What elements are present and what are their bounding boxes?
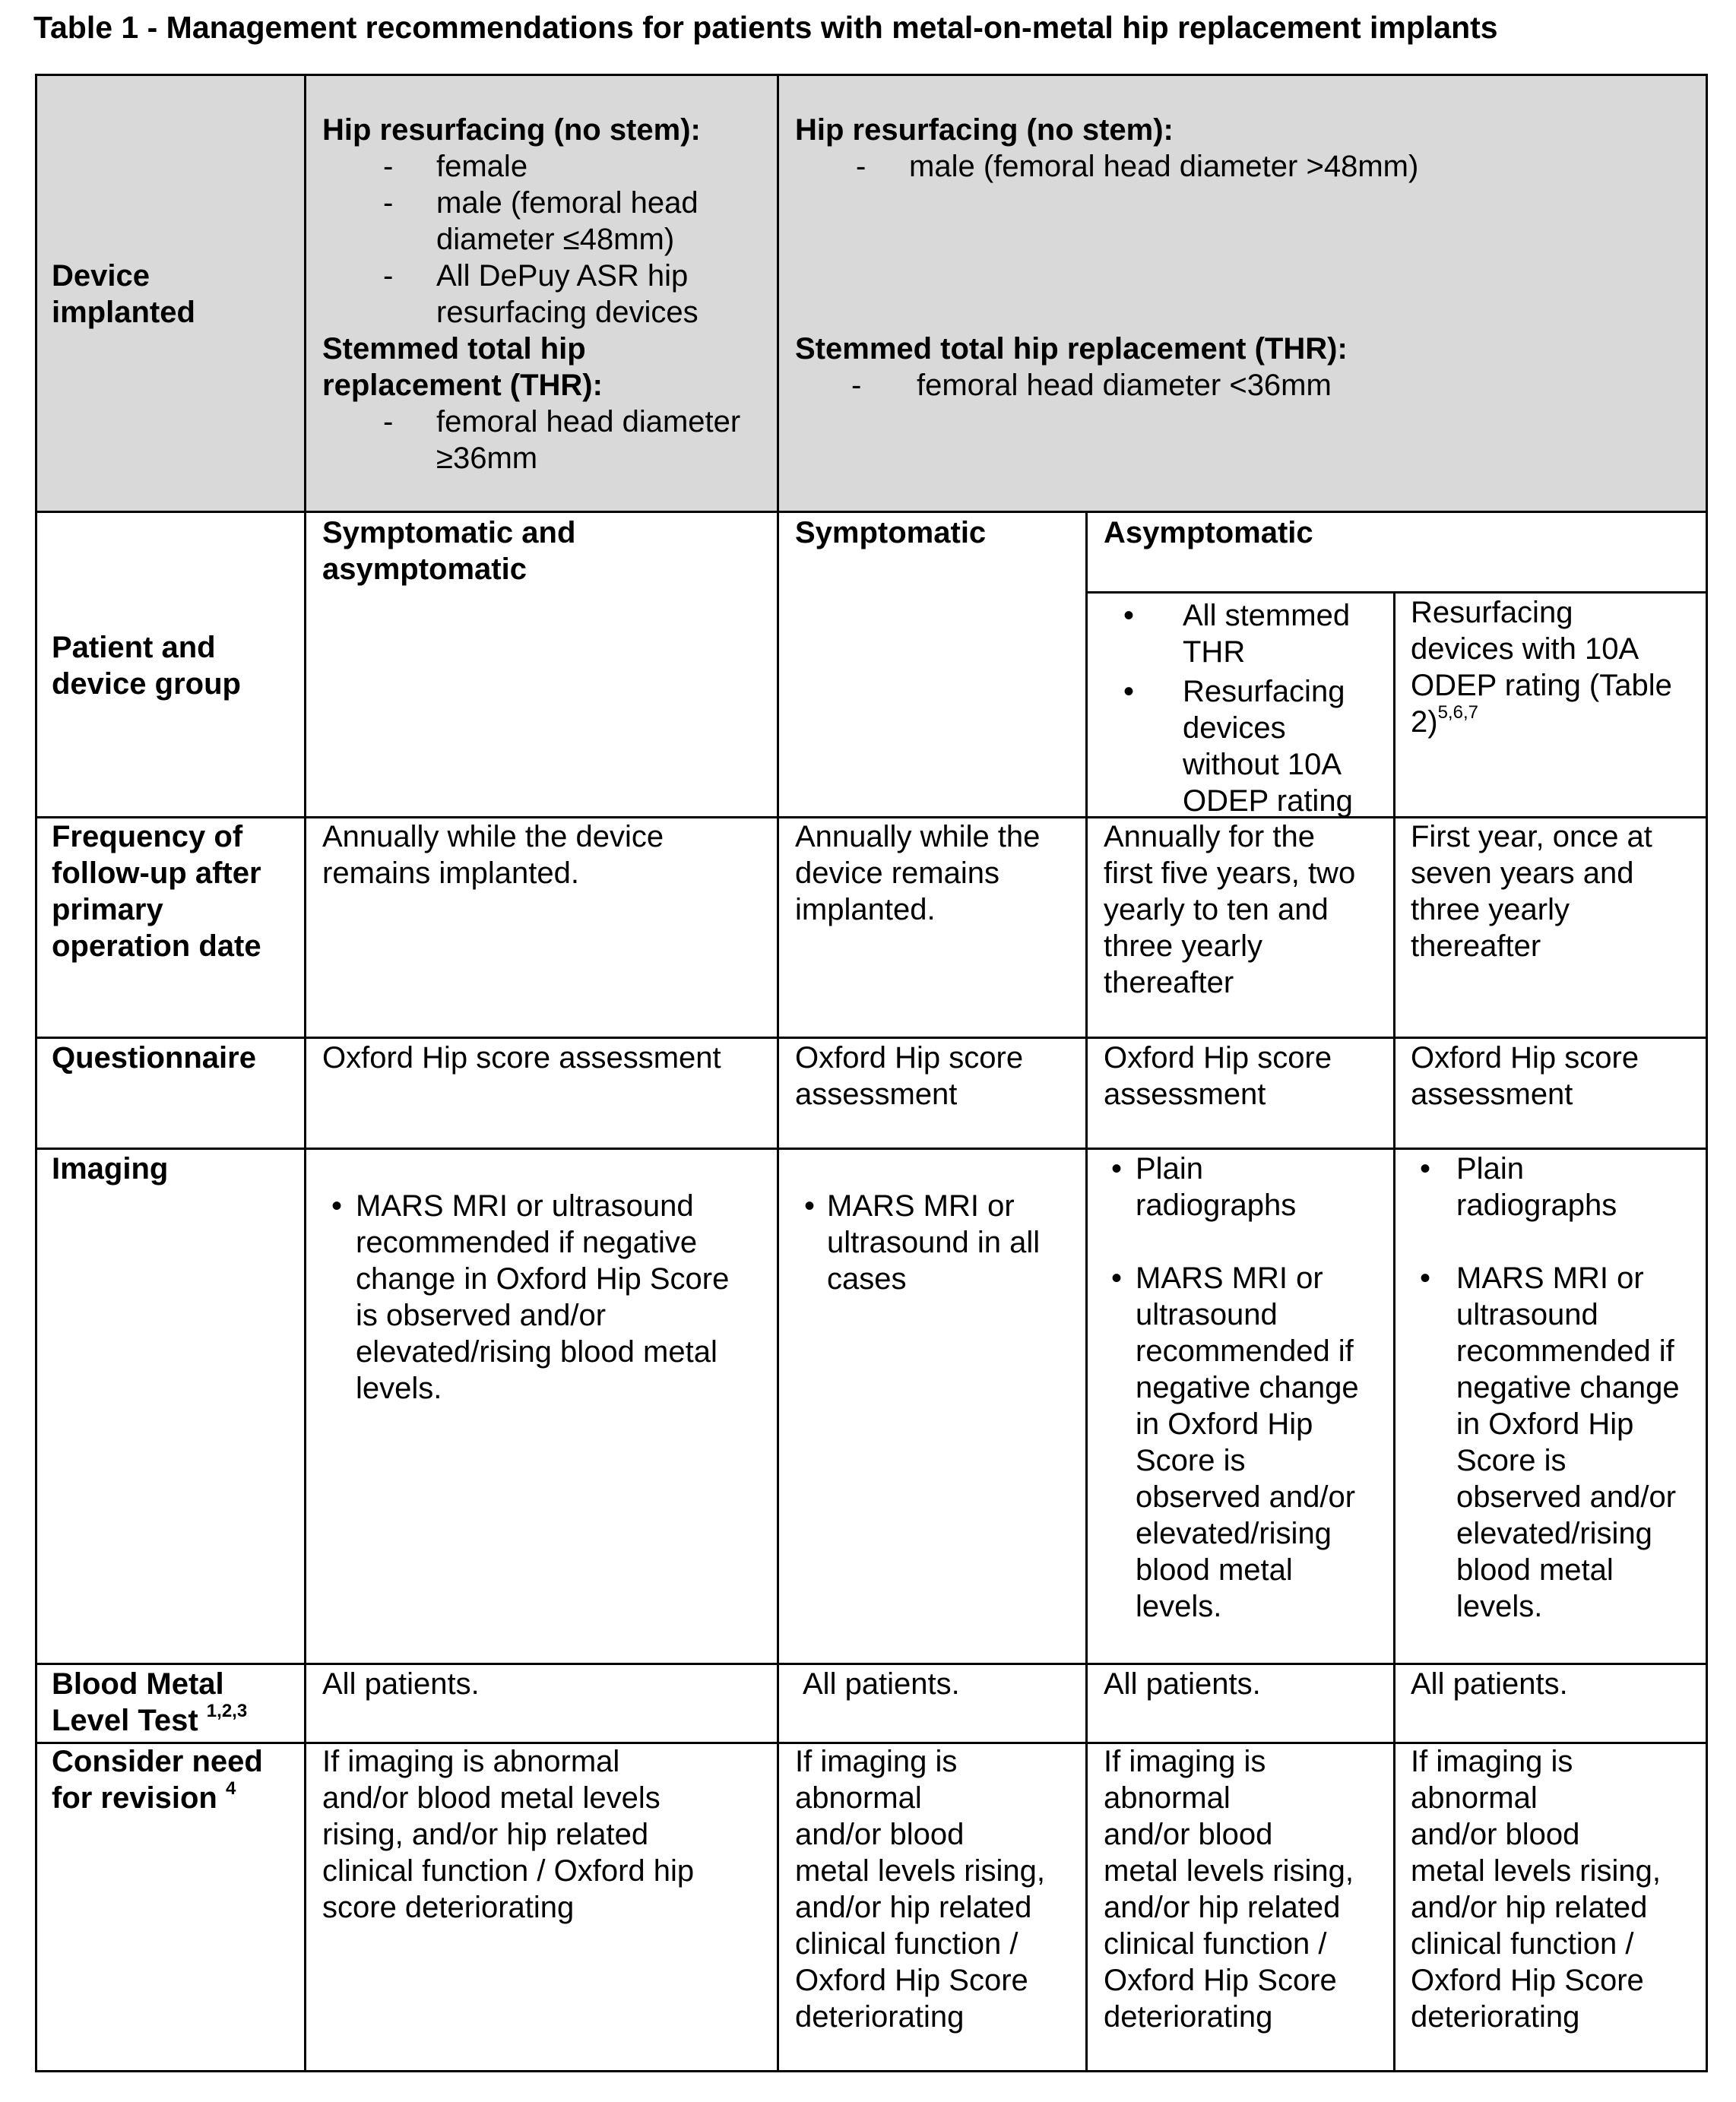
group-asymptomatic-resurfacing-10a: Resurfacing devices with 10A ODEP rating (Table 2)$^{5,6,7}$ (1411, 596, 1672, 739)
device-implanted-label: Device implanted (52, 259, 195, 329)
questionnaire-col3: Oxford Hip score assessment (1104, 1041, 1332, 1111)
blood-test-col2: All patients. (803, 1667, 960, 1701)
imaging-col1: • MARS MRI or ultrasound recommended if negative change in Oxford Hip Score is observed and/or elevated/rising blood metal levels. (331, 1189, 730, 1405)
blood-test-col1: All patients. (322, 1667, 480, 1701)
imaging-label: Imaging (52, 1152, 169, 1186)
frequency-col2: Annually while the device remains implanted. (795, 820, 1041, 926)
frequency-label: Frequency of follow-up after primary operation date (52, 820, 261, 963)
frequency-col3: Annually for the first five years, two yearly to ten and three yearly thereafter (1104, 820, 1356, 999)
revision-col2: If imaging is abnormal and/or blood metal levels rising, and/or hip related clinical function / Oxford Hip Score deteriorating (795, 1745, 1046, 2034)
revision-col4: If imaging is abnormal and/or blood metal levels rising, and/or hip related clinical function / Oxford Hip Score deteriorating (1411, 1745, 1662, 2034)
group-asymptomatic: Asymptomatic (1104, 516, 1313, 549)
questionnaire-col2: Oxford Hip score assessment (795, 1041, 1024, 1111)
questionnaire-col1: Oxford Hip score assessment (322, 1041, 721, 1075)
frequency-col4: First year, once at seven years and three yearly thereafter (1411, 820, 1652, 963)
device-col2-stemmed: Stemmed total hip replacement (THR): - femoral head diameter <36mm (795, 332, 1348, 402)
group-symptomatic: Symptomatic (795, 516, 987, 549)
frequency-col1: Annually while the device remains implanted. (322, 820, 664, 890)
revision-col1: If imaging is abnormal and/or blood metal levels rising, and/or hip related clinical function / Oxford hip score deteriorating (322, 1745, 695, 1924)
patient-group-label: Patient and device group (52, 631, 241, 701)
imaging-col3: • Plain radiographs • MARS MRI or ultrasound recommended if negative change in Oxford Hip Score is observed and/or elevated/rising blood metal levels. (1111, 1152, 1359, 1623)
blood-test-col4: All patients. (1411, 1667, 1568, 1701)
questionnaire-col4: Oxford Hip score assessment (1411, 1041, 1639, 1111)
blood-test-label: Blood Metal Level Test $^{1,2,3}$ (52, 1667, 248, 1737)
device-col1-cell: Hip resurfacing (no stem): - female - male (femoral head diameter ≤48mm) - All DePuy ASR hip resurfacing devices Stemmed total hip replacement (THR): - femoral head diameter ≥36mm (322, 113, 741, 475)
revision-col3: If imaging is abnormal and/or blood metal levels rising, and/or hip related clinical function / Oxford Hip Score deteriorating (1104, 1745, 1354, 2034)
group-asymptomatic-stemmed: • All stemmed THR • Resurfacing devices without 10A ODEP rating (1123, 599, 1353, 818)
device-col2-cell: Hip resurfacing (no stem): - male (femoral head diameter >48mm) (795, 113, 1419, 183)
questionnaire-label: Questionnaire (52, 1041, 256, 1075)
table-title: Table 1 - Management recommendations for patients with metal-on-metal hip replacement implants (33, 10, 1498, 45)
blood-test-col3: All patients. (1104, 1667, 1261, 1701)
group-symptomatic-asymptomatic: Symptomatic and asymptomatic (322, 516, 576, 586)
imaging-col2: • MARS MRI or ultrasound in all cases (804, 1189, 1041, 1296)
imaging-col4: • Plain radiographs • MARS MRI or ultrasound recommended if negative change in Oxford Hip Score is observed and/or elevated/rising blood metal levels. (1420, 1152, 1680, 1623)
revision-label: Consider need for revision $^4$ (52, 1745, 263, 1815)
